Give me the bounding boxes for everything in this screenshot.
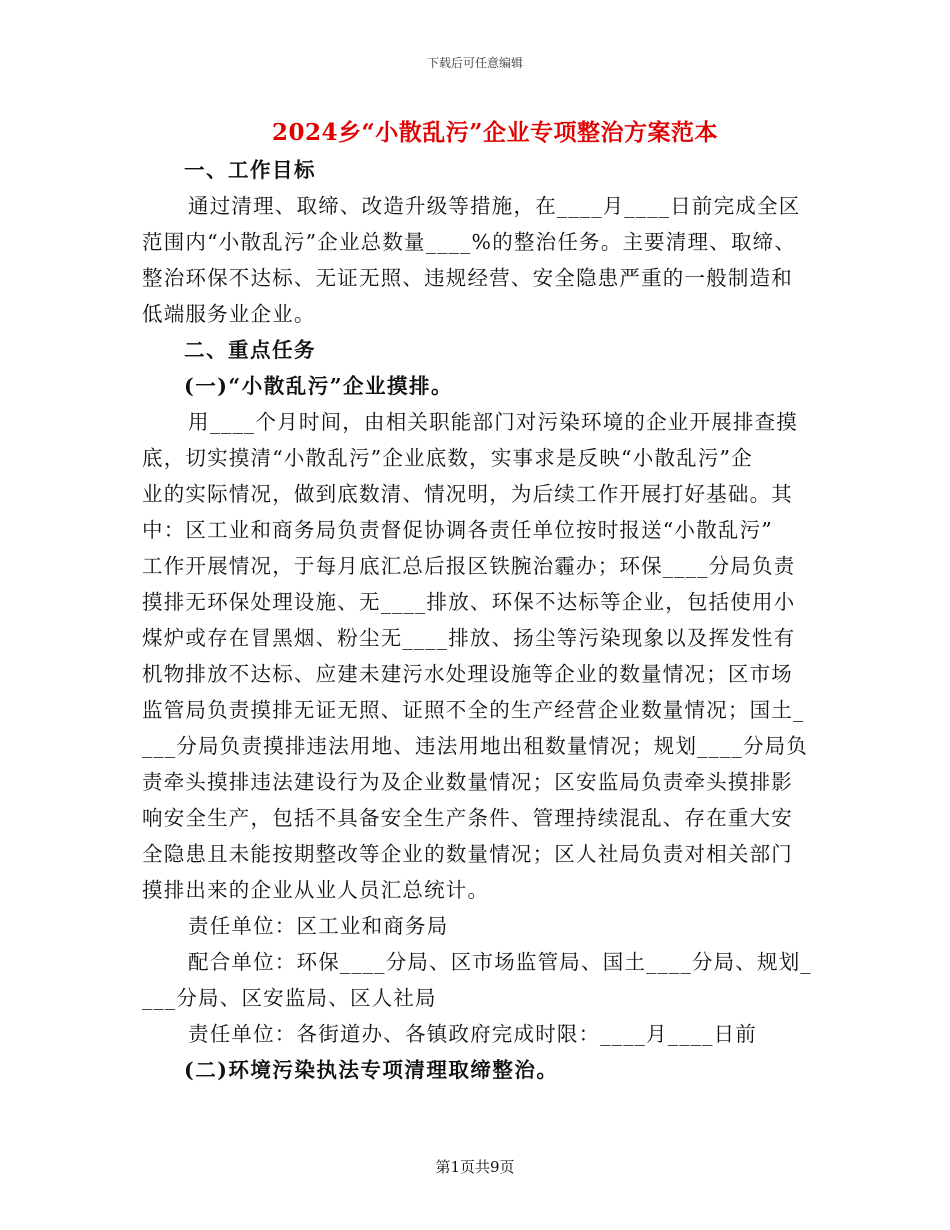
- paragraph-line: 低端服务业企业。: [142, 302, 316, 326]
- paragraph-line: 机物排放不达标、应建未建污水处理设施等企业的数量情况；区市场: [142, 662, 793, 686]
- paragraph-line: 摸排出来的企业从业人员汇总统计。: [142, 878, 490, 902]
- paragraph-line: ___分局负责摸排违法用地、违法用地出租数量情况；规划____分局负: [142, 734, 809, 758]
- paragraph-line: 范围内“小散乱污”企业总数量____%的整治任务。主要清理、取缔、: [142, 230, 797, 254]
- section-heading: (二)环境污染执法专项清理取缔整治。: [184, 1058, 559, 1082]
- section-heading: 二、重点任务: [184, 338, 316, 362]
- paragraph-line: ___分局、区安监局、区人社局: [142, 986, 437, 1010]
- paragraph-line: 责任单位：各街道办、各镇政府完成时限：____月____日前: [188, 1022, 757, 1046]
- paragraph-line: 通过清理、取缔、改造升级等措施，在____月____日前完成全区: [188, 194, 801, 218]
- paragraph-line: 工作开展情况，于每月底汇总后报区铁腕治霾办；环保____分局负责: [142, 554, 796, 578]
- header-note: 下载后可任意编辑: [426, 56, 523, 70]
- paragraph-line: 用____个月时间，由相关职能部门对污染环境的企业开展排查摸: [188, 410, 798, 434]
- paragraph-line: 底，切实摸清“小散乱污”企业底数，实事求是反映“小散乱污”企: [142, 446, 753, 470]
- document-title: 2024乡“小散乱污”企业专项整治方案范本: [272, 119, 718, 146]
- section-heading: 一、工作目标: [184, 158, 316, 182]
- paragraph-line: 全隐患且未能按期整改等企业的数量情况；区人社局负责对相关部门: [142, 842, 793, 866]
- paragraph-line: 中：区工业和商务局负责督促协调各责任单位按时报送“小散乱污”: [142, 518, 773, 542]
- paragraph-line: 责牵头摸排违法建设行为及企业数量情况；区安监局负责牵头摸排影: [142, 770, 793, 794]
- paragraph-line: 摸排无环保处理设施、无____排放、环保不达标等企业，包括使用小: [142, 590, 796, 614]
- paragraph-line: 监管局负责摸排无证无照、证照不全的生产经营企业数量情况；国土_: [142, 698, 805, 722]
- paragraph-line: 业的实际情况，做到底数清、情况明，为后续工作开展打好基础。其: [142, 482, 793, 506]
- paragraph-line: 煤炉或存在冒黑烟、粉尘无____排放、扬尘等污染现象以及挥发性有: [142, 626, 796, 650]
- paragraph-line: 配合单位：环保____分局、区市场监管局、国土____分局、规划_: [188, 950, 812, 974]
- paragraph-line: 响安全生产，包括不具备安全生产条件、管理持续混乱、存在重大安: [142, 806, 793, 830]
- page-footer: 第1页共9页: [435, 1158, 515, 1176]
- paragraph-line: 责任单位：区工业和商务局: [188, 914, 449, 938]
- paragraph-line: 整治环保不达标、无证无照、违规经营、安全隐患严重的一般制造和: [142, 266, 793, 290]
- document-body: [142, 152, 812, 1088]
- section-heading: (一)“小散乱污”企业摸排。: [184, 374, 453, 398]
